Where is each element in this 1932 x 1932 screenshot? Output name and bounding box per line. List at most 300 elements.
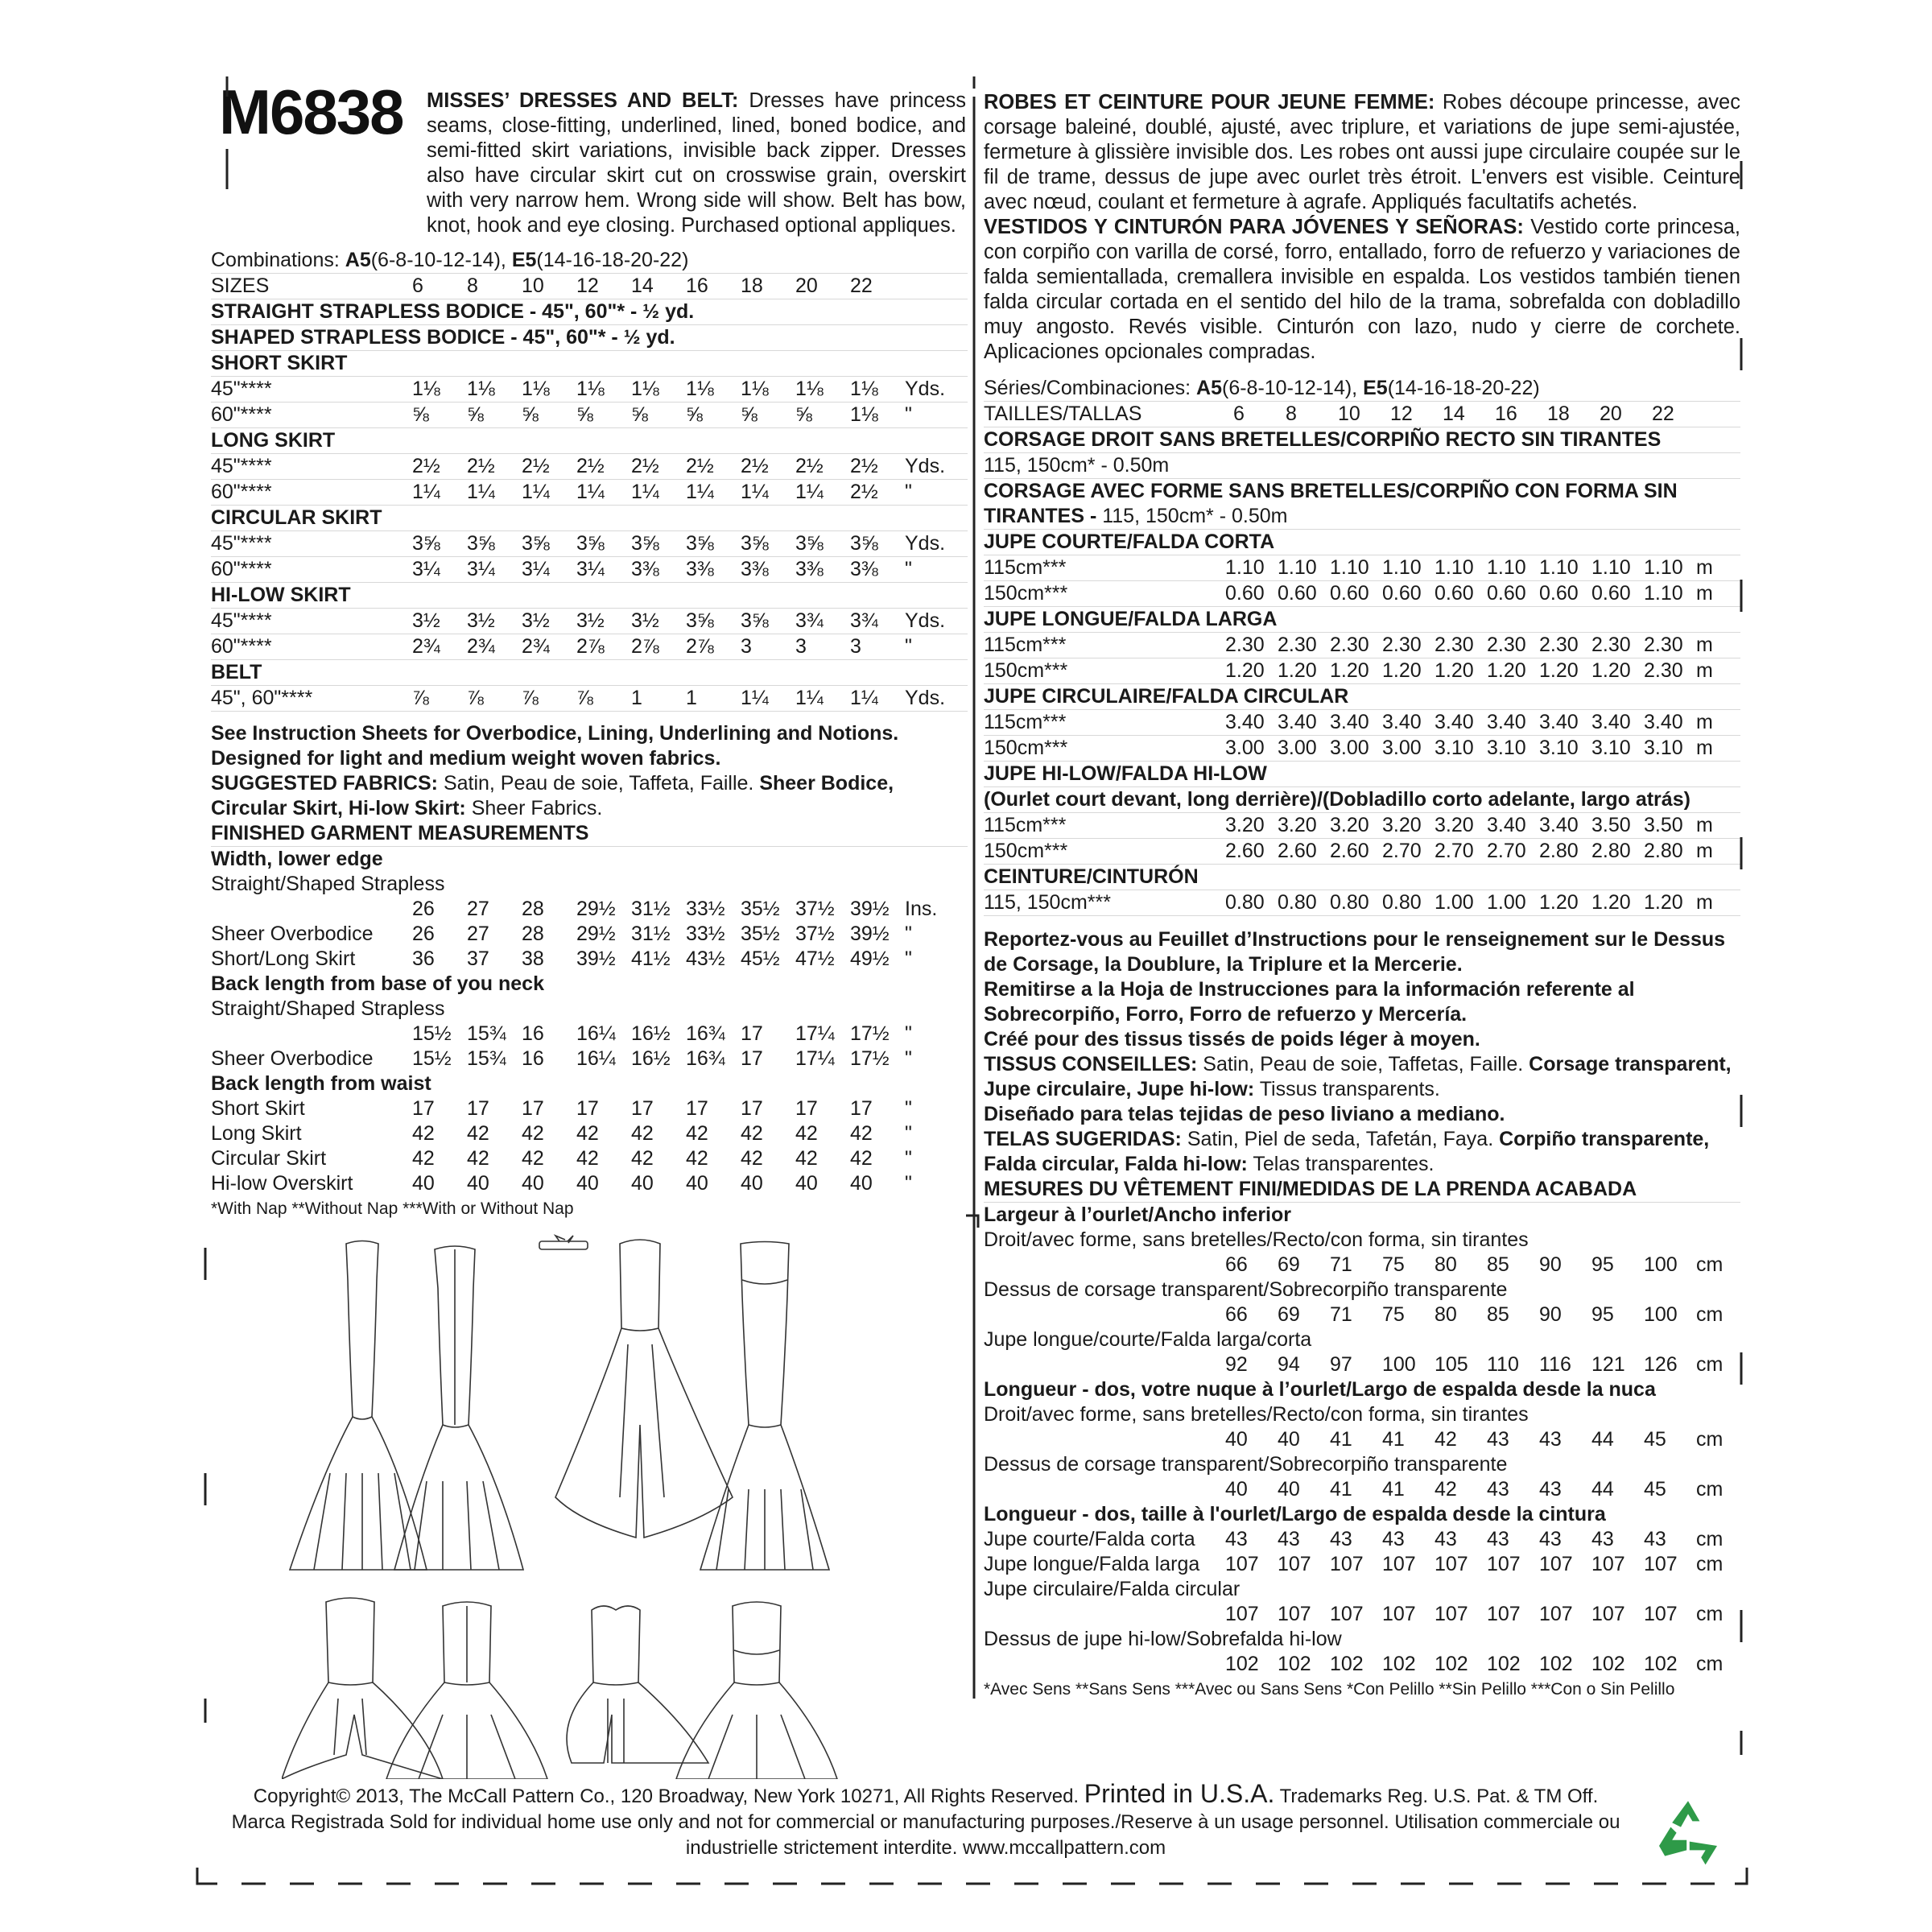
fr-metrage-row xyxy=(984,555,1740,581)
recycle-icon xyxy=(1652,1795,1724,1868)
fr-waist-value: 43 xyxy=(1539,1528,1562,1550)
fr-waist-group-label-row xyxy=(984,1627,1740,1652)
french-description xyxy=(984,90,1740,215)
dress-drawing-hilow-back xyxy=(282,1598,443,1779)
fr-bodice-straight-line xyxy=(984,453,1740,479)
dress-drawing-hilow-front xyxy=(555,1240,733,1538)
fr-metrage-value: 2.30 xyxy=(1382,634,1422,656)
fr-metrage-value: 0.60 xyxy=(1330,582,1369,605)
fr-waist-value: 43 xyxy=(1591,1528,1614,1550)
back-waist-label: Hi-low Overskirt xyxy=(211,1172,353,1195)
finished-label xyxy=(211,821,968,847)
yardage-value: 3⅝ xyxy=(467,532,495,555)
suggested-fabrics xyxy=(211,771,968,821)
yardage-value: ⅝ xyxy=(467,403,484,426)
yardage-value: 3½ xyxy=(467,609,495,632)
size-value: 6 xyxy=(412,275,423,297)
fr-waist-label-text: Longueur - dos, taille à l'ourlet/Largo de espalda desde la cintura xyxy=(984,1503,1606,1525)
fr-waist-row xyxy=(984,1552,1740,1577)
back-waist-unit: " xyxy=(905,1147,912,1170)
fr-size-value: 12 xyxy=(1390,402,1413,425)
fr-waist-value: 107 xyxy=(1644,1553,1678,1575)
size-value: 20 xyxy=(795,275,818,297)
fr-width-value: 69 xyxy=(1278,1253,1300,1276)
back-waist-unit: " xyxy=(905,1122,912,1145)
fr-waist-label xyxy=(984,1502,1740,1527)
combo-a5: A5 xyxy=(345,249,371,271)
fr-waist-group-row xyxy=(984,1652,1740,1677)
fr-waist-value: 43 xyxy=(1330,1528,1352,1550)
back-neck-value: 15½ xyxy=(412,1047,452,1070)
belt-drawing xyxy=(539,1236,588,1249)
yardage-value: 3⅝ xyxy=(522,532,550,555)
yardage-value: 1¼ xyxy=(686,481,714,503)
fr-waist-group-value: 102 xyxy=(1644,1653,1678,1675)
yardage-value: ⅝ xyxy=(412,403,429,426)
fr-metrage-value: 1.20 xyxy=(1382,659,1422,682)
fr-metrage-value: 2.30 xyxy=(1591,634,1631,656)
fr-metrage-value: 0.60 xyxy=(1225,582,1265,605)
yardage-value: 3½ xyxy=(412,609,440,632)
fr-neck-value: 41 xyxy=(1382,1428,1405,1451)
width-label xyxy=(211,847,968,872)
yardage-value: ⅞ xyxy=(412,687,429,709)
yardage-unit: Yds. xyxy=(905,455,946,477)
english-description xyxy=(427,89,966,238)
yardage-header xyxy=(211,299,968,325)
fr-waist-group-label: Jupe circulaire/Falda circular xyxy=(984,1578,1241,1600)
back-waist-value: 42 xyxy=(412,1122,435,1145)
fr-combo-e5-sizes: (14-16-18-20-22) xyxy=(1387,377,1540,399)
fr-neck-groups xyxy=(984,1402,1740,1502)
yardage-value: 1¼ xyxy=(522,481,550,503)
fr-bodice-shaped-yardage: 115, 150cm* - 0.50m xyxy=(1102,505,1288,527)
fr-waist-group-value: 107 xyxy=(1382,1603,1416,1625)
fr-combo-e5: E5 xyxy=(1363,377,1388,399)
width-value: 29½ xyxy=(576,923,616,945)
fr-metrage-value: 3.10 xyxy=(1487,737,1526,759)
back-neck-value: 16¼ xyxy=(576,1047,616,1070)
fr-metrage-unit: m xyxy=(1696,711,1713,733)
es-fabrics xyxy=(984,1127,1740,1177)
yardage-value: 3⅝ xyxy=(741,532,769,555)
yardage-value: ⅝ xyxy=(686,403,703,426)
yardage-value: ⅞ xyxy=(467,687,484,709)
width-rows xyxy=(211,897,968,972)
back-neck-value: 15½ xyxy=(412,1022,452,1045)
fr-waist-groups xyxy=(984,1577,1740,1677)
fr-metrage-value: 1.20 xyxy=(1644,891,1683,914)
fr-combo-a5: A5 xyxy=(1196,377,1222,399)
fr-combo-a5-sizes: (6-8-10-12-14), xyxy=(1222,377,1358,399)
yardage-value: 2½ xyxy=(467,455,495,477)
combinations-line xyxy=(211,248,968,274)
fr-neck-label-text: Longueur - dos, votre nuque à l’ourlet/Largo de espalda desde la nuca xyxy=(984,1378,1656,1401)
fr-waist-group-row xyxy=(984,1602,1740,1627)
yardage-label: 60"**** xyxy=(211,481,272,503)
fr-neck-value: 40 xyxy=(1225,1428,1248,1451)
fr-neck-value: 42 xyxy=(1435,1428,1457,1451)
fr-waist-value: 107 xyxy=(1278,1553,1311,1575)
fr-sheer-text: Tissus transparents. xyxy=(1259,1078,1440,1100)
sheer-label: Sheer Bodice, Circular Skirt, Hi-low Skirt: xyxy=(211,772,894,819)
back-neck-rows xyxy=(211,1022,968,1071)
back-neck-value: 17 xyxy=(741,1047,763,1070)
back-neck-value: 16¾ xyxy=(686,1047,725,1070)
finished-label-text: FINISHED GARMENT MEASUREMENTS xyxy=(211,822,589,844)
fr-metrage-value: 2.80 xyxy=(1591,840,1631,862)
fr-metrage-label: 150cm*** xyxy=(984,840,1068,862)
fr-metrage-label: 115cm*** xyxy=(984,814,1067,836)
fr-metrage-value: 2.30 xyxy=(1539,634,1579,656)
fr-metrage-value: 3.20 xyxy=(1435,814,1474,836)
fr-neck-value: 43 xyxy=(1487,1478,1509,1501)
back-waist-label-text: Back length from waist xyxy=(211,1072,431,1095)
fr-combinations-label: Séries/Combinaciones: xyxy=(984,377,1191,399)
yardage-row xyxy=(211,377,968,402)
back-neck-value: 16¼ xyxy=(576,1022,616,1045)
back-waist-value: 40 xyxy=(576,1172,599,1195)
combo-a5-sizes: (6-8-10-12-14), xyxy=(370,249,506,271)
fr-waist-group-value: 107 xyxy=(1278,1603,1311,1625)
fr-metrage-value: 0.80 xyxy=(1330,891,1369,914)
fr-metrage-unit: m xyxy=(1696,582,1713,605)
fr-metrage-value: 1.20 xyxy=(1330,659,1369,682)
fr-waist-value: 107 xyxy=(1382,1553,1416,1575)
yardage-value: 2⅞ xyxy=(576,635,605,658)
back-waist-row xyxy=(211,1096,968,1121)
yardage-row xyxy=(211,634,968,660)
fr-neck-row xyxy=(984,1477,1740,1502)
yardage-label: 45"**** xyxy=(211,609,272,632)
width-value: 47½ xyxy=(795,947,835,970)
width-value: 33½ xyxy=(686,898,725,920)
fr-neck-unit: cm xyxy=(1696,1428,1724,1451)
footer-line-3: industrielle strictement interdite. www.mccallpattern.com xyxy=(685,1837,1166,1859)
yardage-unit: " xyxy=(905,558,912,580)
fr-fabrics xyxy=(984,1052,1740,1102)
yardage-value: 3⅝ xyxy=(412,532,440,555)
yardage-value: 2⅞ xyxy=(686,635,714,658)
width-value: 41½ xyxy=(631,947,671,970)
back-neck-value: 17½ xyxy=(850,1047,890,1070)
fr-waist-group-label-row xyxy=(984,1577,1740,1602)
fr-waist-group-value: 102 xyxy=(1591,1653,1625,1675)
fr-waist-group-value: 107 xyxy=(1539,1603,1573,1625)
fr-neck-value: 44 xyxy=(1591,1428,1614,1451)
yardage-label: 45"**** xyxy=(211,455,272,477)
back-neck-row xyxy=(211,1046,968,1071)
yardage-value: 1⅛ xyxy=(741,378,769,400)
fr-metrage-value: 3.00 xyxy=(1278,737,1317,759)
fr-metrage-row xyxy=(984,890,1740,916)
fr-metrage-value: 0.80 xyxy=(1225,891,1265,914)
combo-e5-sizes: (14-16-18-20-22) xyxy=(536,249,689,271)
garment-line-drawings xyxy=(282,1232,950,1779)
spanish-description-text: Vestido corte princesa, con corpiño con varilla de corsé, forro, entallado, forro de refuerzo y variaciones de falda semientallada, cremallera invisible en espalda. Los vestidos también tienen falda circular cortada en el sentido del hilo de la trama, sobrefalda con dobladillo muy angosto. Revés visible. Cinturón con lazo, nudo y cierre de corchete. Aplicaciones opcionales compradas. xyxy=(984,216,1740,363)
fr-sheer-label: Corsage transparent, Jupe circulaire, Jupe hi-low: xyxy=(984,1053,1732,1100)
fr-waist-group-value: 107 xyxy=(1225,1603,1259,1625)
size-value: 10 xyxy=(522,275,544,297)
fr-waist-group-value: 102 xyxy=(1225,1653,1259,1675)
yardage-value: 1⅛ xyxy=(686,378,714,400)
fr-neck-value: 43 xyxy=(1487,1428,1509,1451)
fr-metrage-row xyxy=(984,581,1740,607)
fr-width-label: Jupe longue/courte/Falda larga/corta xyxy=(984,1328,1312,1351)
fr-metrage-header xyxy=(984,684,1740,710)
fr-metrage-value: 3.00 xyxy=(1225,737,1265,759)
combo-e5: E5 xyxy=(511,249,537,271)
fr-waist-group-value: 102 xyxy=(1487,1653,1521,1675)
back-waist-value: 40 xyxy=(522,1172,544,1195)
yardage-value: 3¼ xyxy=(576,558,605,580)
back-waist-value: 42 xyxy=(850,1122,873,1145)
back-neck-sub xyxy=(211,997,968,1022)
yardage-header xyxy=(211,660,968,686)
english-yardage-section xyxy=(211,248,968,1219)
yardage-value: 1⅛ xyxy=(576,378,605,400)
fr-width-value: 95 xyxy=(1591,1253,1614,1276)
yardage-value: ⅝ xyxy=(631,403,648,426)
yardage-value: 3⅝ xyxy=(741,609,769,632)
width-value: 35½ xyxy=(741,898,780,920)
fr-bodice-straight-header xyxy=(984,427,1740,453)
fr-metrage-value: 1.10 xyxy=(1382,556,1422,579)
yardage-row xyxy=(211,531,968,557)
fr-neck-label-row xyxy=(984,1452,1740,1477)
fr-width-value: 66 xyxy=(1225,1253,1248,1276)
width-value: 39½ xyxy=(850,898,890,920)
back-waist-label: Short Skirt xyxy=(211,1097,305,1120)
fr-metrage-value: 3.10 xyxy=(1539,737,1579,759)
back-waist-unit: " xyxy=(905,1097,912,1120)
fr-waist-rows xyxy=(984,1527,1740,1577)
fr-size-value: 20 xyxy=(1600,402,1622,425)
fr-waist-value: 43 xyxy=(1225,1528,1248,1550)
yardage-value: ⅞ xyxy=(522,687,539,709)
yardage-value: 3¼ xyxy=(412,558,440,580)
fr-metrage-row xyxy=(984,839,1740,865)
fr-waist-label: Jupe courte/Falda corta xyxy=(984,1528,1195,1550)
fr-combinations-line xyxy=(984,376,1740,402)
width-value: 37½ xyxy=(795,898,835,920)
fr-metrage-value: 3.50 xyxy=(1644,814,1683,836)
fr-width-value: 75 xyxy=(1382,1303,1405,1326)
fr-width-value: 71 xyxy=(1330,1253,1352,1276)
fr-metrage-value: 1.10 xyxy=(1591,556,1631,579)
fr-waist-group-value: 107 xyxy=(1330,1603,1364,1625)
yardage-value: 3⅜ xyxy=(795,558,824,580)
fr-metrage-value: 1.00 xyxy=(1487,891,1526,914)
fr-waist-group-value: 107 xyxy=(1435,1603,1468,1625)
yardage-table xyxy=(211,299,968,712)
yardage-unit: Yds. xyxy=(905,532,946,555)
fr-waist-value: 43 xyxy=(1644,1528,1666,1550)
fr-width-value: 80 xyxy=(1435,1303,1457,1326)
fr-metrage-value: 2.30 xyxy=(1435,634,1474,656)
yardage-value: 3⅝ xyxy=(686,532,714,555)
fr-metrage-value: 2.30 xyxy=(1330,634,1369,656)
fr-metrage-value: 3.40 xyxy=(1591,711,1631,733)
yardage-value: 3¾ xyxy=(795,609,824,632)
fr-width-value: 126 xyxy=(1644,1353,1678,1376)
fr-metrage-value: 1.10 xyxy=(1644,582,1683,605)
back-waist-value: 40 xyxy=(741,1172,763,1195)
fr-metrage-value: 3.20 xyxy=(1382,814,1422,836)
fr-neck-label-row xyxy=(984,1402,1740,1427)
yardage-value: 3⅜ xyxy=(686,558,714,580)
back-waist-value: 40 xyxy=(467,1172,489,1195)
yardage-header-text: LONG SKIRT xyxy=(211,429,336,452)
fr-width-row xyxy=(984,1302,1740,1327)
yardage-unit: Yds. xyxy=(905,609,946,632)
fr-metrage-value: 3.00 xyxy=(1382,737,1422,759)
back-waist-row xyxy=(211,1121,968,1146)
width-value: 31½ xyxy=(631,923,671,945)
width-value: 28 xyxy=(522,898,544,920)
fr-metrage-value: 2.70 xyxy=(1382,840,1422,862)
yardage-value: 2½ xyxy=(576,455,605,477)
fr-size-value: 14 xyxy=(1443,402,1465,425)
yardage-value: 1¼ xyxy=(850,687,878,709)
fr-size-value: 18 xyxy=(1547,402,1570,425)
back-waist-row xyxy=(211,1171,968,1196)
fr-metrage-value: 3.00 xyxy=(1330,737,1369,759)
fr-metrage-value: 0.60 xyxy=(1591,582,1631,605)
yardage-value: 1 xyxy=(631,687,642,709)
back-neck-unit: " xyxy=(905,1047,912,1070)
back-waist-value: 17 xyxy=(522,1097,544,1120)
english-title: MISSES’ DRESSES AND BELT: xyxy=(427,89,739,112)
yardage-header-text: CIRCULAR SKIRT xyxy=(211,506,382,529)
fr-width-value: 94 xyxy=(1278,1353,1300,1376)
fr-metrage-header xyxy=(984,607,1740,633)
yardage-row xyxy=(211,480,968,506)
fr-bodice-shaped-line xyxy=(984,504,1740,530)
dress-drawing-sheer-overbodice-long xyxy=(676,1602,837,1779)
fr-metrage-value: 0.80 xyxy=(1278,891,1317,914)
fr-metrage-header xyxy=(984,762,1740,787)
fr-metrage-table xyxy=(984,530,1740,916)
fr-metrage-subheader-text: (Ourlet court devant, long derrière)/(Dobladillo corto adelante, largo atrás) xyxy=(984,788,1690,811)
yardage-label: 45"**** xyxy=(211,532,272,555)
fr-width-value: 85 xyxy=(1487,1303,1509,1326)
yardage-value: 3½ xyxy=(576,609,605,632)
yardage-value: 1¼ xyxy=(795,481,824,503)
yardage-value: 2½ xyxy=(850,481,878,503)
back-neck-label xyxy=(211,972,968,997)
yardage-value: 3½ xyxy=(522,609,550,632)
fr-metrage-header xyxy=(984,865,1740,890)
yardage-header xyxy=(211,325,968,351)
es-refer: Remitirse a la Hoja de Instrucciones para la información referente al Sobrecorpiño, Forro, Forro de refuerzo y Mercería. xyxy=(984,978,1635,1026)
yardage-value: 3¼ xyxy=(467,558,495,580)
width-value: 26 xyxy=(412,898,435,920)
fr-metrage-label: 115cm*** xyxy=(984,634,1067,656)
back-neck-value: 17 xyxy=(741,1022,763,1045)
designed-for: Designed for light and medium weight woven fabrics. xyxy=(211,747,721,770)
yardage-value: 3⅝ xyxy=(686,609,714,632)
back-neck-value: 15¾ xyxy=(467,1047,506,1070)
fr-metrage-value: 1.00 xyxy=(1435,891,1474,914)
fr-metrage-value: 1.10 xyxy=(1278,556,1317,579)
fr-metrage-value: 3.40 xyxy=(1539,711,1579,733)
finished-measurements xyxy=(211,821,968,1219)
back-waist-label: Long Skirt xyxy=(211,1122,302,1145)
yardage-value: 1⅛ xyxy=(522,378,550,400)
back-waist-value: 42 xyxy=(850,1147,873,1170)
see-instructions: See Instruction Sheets for Overbodice, Lining, Underlining and Notions. xyxy=(211,722,899,745)
fr-metrage-label: 150cm*** xyxy=(984,582,1068,605)
yardage-value: 1⅛ xyxy=(467,378,495,400)
fr-fabrics-label: TISSUS CONSEILLES: xyxy=(984,1053,1198,1075)
fr-metrage-label: 150cm*** xyxy=(984,737,1068,759)
fr-designed: Créé pour des tissus tissés de poids léger à moyen. xyxy=(984,1028,1480,1051)
back-neck-value: 16 xyxy=(522,1022,544,1045)
yardage-value: 2⅞ xyxy=(631,635,659,658)
fr-metrage-value: 2.30 xyxy=(1225,634,1265,656)
yardage-label: 45"**** xyxy=(211,378,272,400)
yardage-value: 1¼ xyxy=(631,481,659,503)
fr-metrage-value: 3.40 xyxy=(1487,814,1526,836)
fr-metrage-value: 3.10 xyxy=(1644,737,1683,759)
back-waist-value: 42 xyxy=(631,1147,654,1170)
fr-neck-value: 41 xyxy=(1330,1428,1352,1451)
width-label: Short/Long Skirt xyxy=(211,947,356,970)
fr-waist-value: 107 xyxy=(1330,1553,1364,1575)
fr-metrage-value: 2.30 xyxy=(1644,634,1683,656)
yardage-value: 1¼ xyxy=(795,687,824,709)
suggested-text: Satin, Peau de soie, Taffeta, Faille. xyxy=(443,772,754,795)
fr-width-value: 100 xyxy=(1644,1253,1678,1276)
width-unit: " xyxy=(905,947,912,970)
yardage-row xyxy=(211,557,968,583)
fr-sizes-label: TAILLES/TALLAS xyxy=(984,402,1142,425)
french-title: ROBES ET CEINTURE POUR JEUNE FEMME: xyxy=(984,91,1435,114)
yardage-value: 3⅝ xyxy=(631,532,659,555)
width-value: 37½ xyxy=(795,923,835,945)
fr-width-value: 95 xyxy=(1591,1303,1614,1326)
back-waist-value: 42 xyxy=(522,1147,544,1170)
back-waist-value: 17 xyxy=(631,1097,654,1120)
fr-neck-unit: cm xyxy=(1696,1478,1724,1501)
pattern-number: M6838 xyxy=(219,76,403,147)
back-waist-unit: " xyxy=(905,1172,912,1195)
spanish-description xyxy=(984,215,1740,365)
back-neck-value: 16½ xyxy=(631,1022,671,1045)
back-neck-value: 17¼ xyxy=(795,1022,835,1045)
fr-metrage-header-text: JUPE COURTE/FALDA CORTA xyxy=(984,530,1275,553)
fr-waist-unit: cm xyxy=(1696,1553,1724,1575)
fr-bodice-shaped-header xyxy=(984,479,1740,504)
width-label-text: Width, lower edge xyxy=(211,848,383,870)
fr-width-label-text: Largeur à l’ourlet/Ancho inferior xyxy=(984,1203,1291,1226)
fr-metrage-row xyxy=(984,710,1740,736)
fr-size-value: 16 xyxy=(1495,402,1517,425)
fr-metrage-value: 3.10 xyxy=(1435,737,1474,759)
fr-metrage-value: 0.60 xyxy=(1278,582,1317,605)
dress-drawing-long-skirt-back xyxy=(386,1602,547,1779)
fr-metrage-value: 2.30 xyxy=(1644,659,1683,682)
fr-metrage-row xyxy=(984,813,1740,839)
fr-waist-value: 43 xyxy=(1278,1528,1300,1550)
yardage-label: 60"**** xyxy=(211,403,272,426)
yardage-header-text: SHORT SKIRT xyxy=(211,352,348,374)
width-row xyxy=(211,947,968,972)
yardage-row xyxy=(211,454,968,480)
yardage-value: 3 xyxy=(850,635,861,658)
fr-metrage-value: 1.10 xyxy=(1330,556,1369,579)
